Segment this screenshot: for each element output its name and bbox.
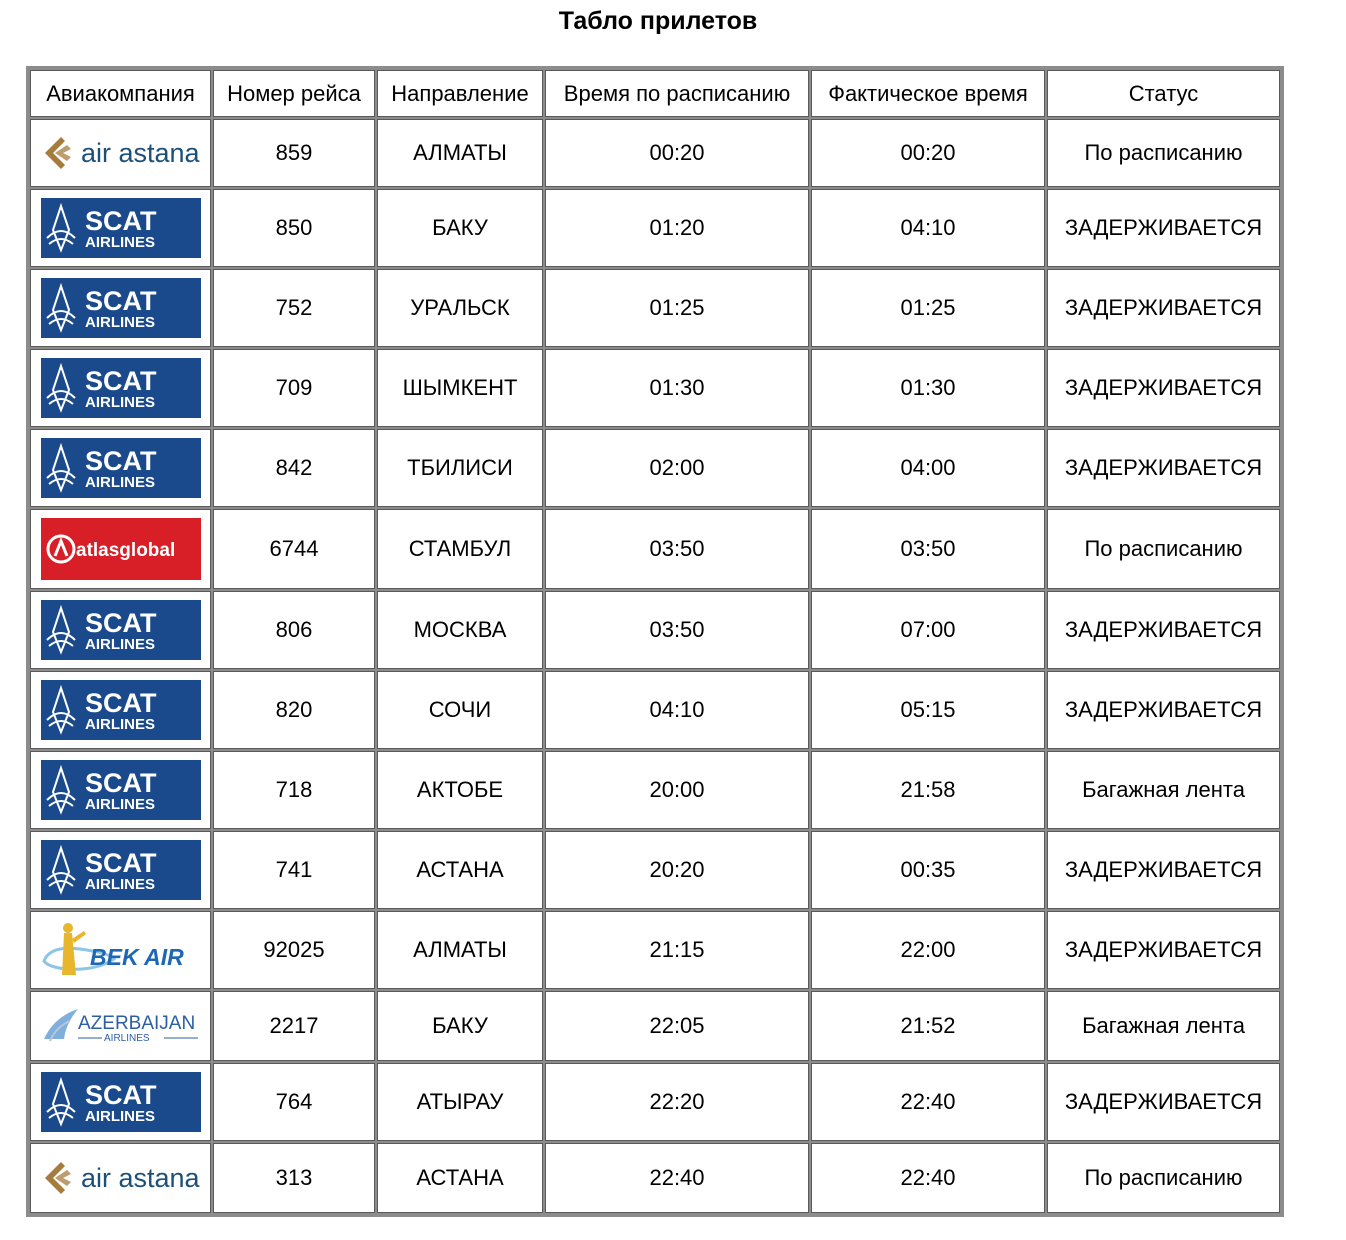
scat-airlines-logo [41,358,201,418]
status-cell: ЗАДЕРЖИВАЕТСЯ [1047,269,1280,347]
table-row [30,269,1280,347]
table-row [30,591,1280,669]
page-title: Табло прилетов [558,7,758,35]
airline-cell [30,189,211,267]
status-cell: По расписанию [1047,119,1280,187]
column-header-destination: Направление [377,70,543,117]
destination-cell: АКТОБЕ [377,751,543,829]
flight-number-cell: 709 [213,349,375,427]
status-cell: ЗАДЕРЖИВАЕТСЯ [1047,831,1280,909]
destination-cell: ТБИЛИСИ [377,429,543,507]
bek-air-logo-text: BEK AIR [89,944,184,970]
actual-time-cell: 00:35 [811,831,1045,909]
column-header-scheduled: Время по расписанию [545,70,809,117]
actual-time-cell: 04:10 [811,189,1045,267]
scat-airlines-logo [41,680,201,740]
airline-cell [30,509,211,589]
scat-airlines-logo [41,438,201,498]
scat-logo-line1: SCAT [84,286,156,316]
destination-cell: АЛМАТЫ [377,119,543,187]
actual-time-cell: 03:50 [811,509,1045,589]
airline-cell [30,991,211,1061]
status-cell: ЗАДЕРЖИВАЕТСЯ [1047,189,1280,267]
status-cell: Багажная лента [1047,991,1280,1061]
status-cell: ЗАДЕРЖИВАЕТСЯ [1047,429,1280,507]
airline-cell [30,751,211,829]
actual-time-cell: 22:40 [811,1063,1045,1141]
destination-cell: АСТАНА [377,1143,543,1213]
status-cell: Багажная лента [1047,751,1280,829]
destination-cell: ШЫМКЕНТ [377,349,543,427]
scheduled-time-cell: 22:40 [545,1143,809,1213]
air-astana-logo [41,1156,201,1200]
flight-number-cell: 2217 [213,991,375,1061]
azerbaijan-logo-line1: AZERBAIJAN [77,1013,195,1034]
arrivals-table [26,66,1284,1217]
destination-cell: БАКУ [377,189,543,267]
column-header-flight: Номер рейса [213,70,375,117]
scat-airlines-logo [41,278,201,338]
scat-logo-line2: AIRLINES [84,716,155,733]
flight-number-cell: 718 [213,751,375,829]
table-row [30,911,1280,989]
scheduled-time-cell: 00:20 [545,119,809,187]
scat-logo-line2: AIRLINES [84,394,155,411]
scat-logo-line1: SCAT [84,688,156,718]
scat-logo-line1: SCAT [84,848,156,878]
table-row [30,751,1280,829]
status-cell: ЗАДЕРЖИВАЕТСЯ [1047,1063,1280,1141]
table-row [30,991,1280,1061]
status-cell: По расписанию [1047,509,1280,589]
flight-number-cell: 806 [213,591,375,669]
atlasglobal-logo [41,518,201,580]
flight-number-cell: 92025 [213,911,375,989]
airline-cell [30,119,211,187]
scheduled-time-cell: 22:20 [545,1063,809,1141]
table-header-row [30,70,1280,117]
scat-airlines-logo [41,600,201,660]
scat-logo-line1: SCAT [84,608,156,638]
actual-time-cell: 22:40 [811,1143,1045,1213]
airline-cell [30,269,211,347]
table-row [30,509,1280,589]
azerbaijan-logo-line2: AIRLINES [103,1033,150,1044]
table-row [30,119,1280,187]
scheduled-time-cell: 04:10 [545,671,809,749]
scheduled-time-cell: 20:00 [545,751,809,829]
destination-cell: СОЧИ [377,671,543,749]
azerbaijan-airlines-logo [40,1003,202,1049]
scat-logo-line2: AIRLINES [84,796,155,813]
scat-logo-line2: AIRLINES [84,1108,155,1125]
actual-time-cell: 00:20 [811,119,1045,187]
scheduled-time-cell: 03:50 [545,591,809,669]
actual-time-cell: 21:52 [811,991,1045,1061]
destination-cell: АЛМАТЫ [377,911,543,989]
scat-logo-line1: SCAT [84,206,156,236]
scheduled-time-cell: 01:25 [545,269,809,347]
flight-number-cell: 6744 [213,509,375,589]
status-cell: ЗАДЕРЖИВАЕТСЯ [1047,671,1280,749]
table-row [30,429,1280,507]
actual-time-cell: 22:00 [811,911,1045,989]
scat-logo-line2: AIRLINES [84,636,155,653]
table-row [30,189,1280,267]
scat-logo-line2: AIRLINES [84,876,155,893]
status-cell: ЗАДЕРЖИВАЕТСЯ [1047,911,1280,989]
airline-cell [30,1143,211,1213]
actual-time-cell: 21:58 [811,751,1045,829]
scat-airlines-logo [41,198,201,258]
scheduled-time-cell: 01:20 [545,189,809,267]
scat-airlines-logo [41,1072,201,1132]
actual-time-cell: 01:30 [811,349,1045,427]
scat-logo-line1: SCAT [84,1080,156,1110]
atlasglobal-logo-text: atlasglobal [75,540,175,561]
scat-airlines-logo [41,760,201,820]
airline-cell [30,591,211,669]
table-row [30,671,1280,749]
azerbaijan-tail-icon [44,1009,78,1039]
airline-cell [30,349,211,427]
airline-cell [30,671,211,749]
flight-number-cell: 741 [213,831,375,909]
status-cell: ЗАДЕРЖИВАЕТСЯ [1047,591,1280,669]
column-header-actual: Фактическое время [811,70,1045,117]
destination-cell: АТЫРАУ [377,1063,543,1141]
actual-time-cell: 04:00 [811,429,1045,507]
column-header-status: Статус [1047,70,1280,117]
flight-number-cell: 850 [213,189,375,267]
scat-logo-line1: SCAT [84,366,156,396]
air-astana-logo-text: air astana [80,1163,200,1193]
destination-cell: УРАЛЬСК [377,269,543,347]
status-cell: По расписанию [1047,1143,1280,1213]
flight-number-cell: 764 [213,1063,375,1141]
scat-airlines-logo [41,840,201,900]
actual-time-cell: 01:25 [811,269,1045,347]
destination-cell: СТАМБУЛ [377,509,543,589]
bek-air-logo [40,919,202,981]
table-row [30,1143,1280,1213]
status-cell: ЗАДЕРЖИВАЕТСЯ [1047,349,1280,427]
scat-logo-line2: AIRLINES [84,234,155,251]
airline-cell [30,831,211,909]
scheduled-time-cell: 02:00 [545,429,809,507]
flight-number-cell: 859 [213,119,375,187]
scheduled-time-cell: 21:15 [545,911,809,989]
table-row [30,831,1280,909]
column-header-airline: Авиакомпания [30,70,211,117]
destination-cell: АСТАНА [377,831,543,909]
destination-cell: МОСКВА [377,591,543,669]
destination-cell: БАКУ [377,991,543,1061]
airline-cell [30,429,211,507]
scheduled-time-cell: 01:30 [545,349,809,427]
flight-number-cell: 842 [213,429,375,507]
scat-logo-line2: AIRLINES [84,474,155,491]
flight-number-cell: 313 [213,1143,375,1213]
table-row [30,1063,1280,1141]
flight-number-cell: 752 [213,269,375,347]
air-astana-logo [41,131,201,175]
actual-time-cell: 05:15 [811,671,1045,749]
scat-logo-line2: AIRLINES [84,314,155,331]
air-astana-logo-text: air astana [80,138,200,168]
scheduled-time-cell: 22:05 [545,991,809,1061]
airline-cell [30,1063,211,1141]
scheduled-time-cell: 03:50 [545,509,809,589]
actual-time-cell: 07:00 [811,591,1045,669]
airline-cell [30,911,211,989]
scheduled-time-cell: 20:20 [545,831,809,909]
flight-number-cell: 820 [213,671,375,749]
scat-logo-line1: SCAT [84,768,156,798]
table-row [30,349,1280,427]
scat-logo-line1: SCAT [84,446,156,476]
